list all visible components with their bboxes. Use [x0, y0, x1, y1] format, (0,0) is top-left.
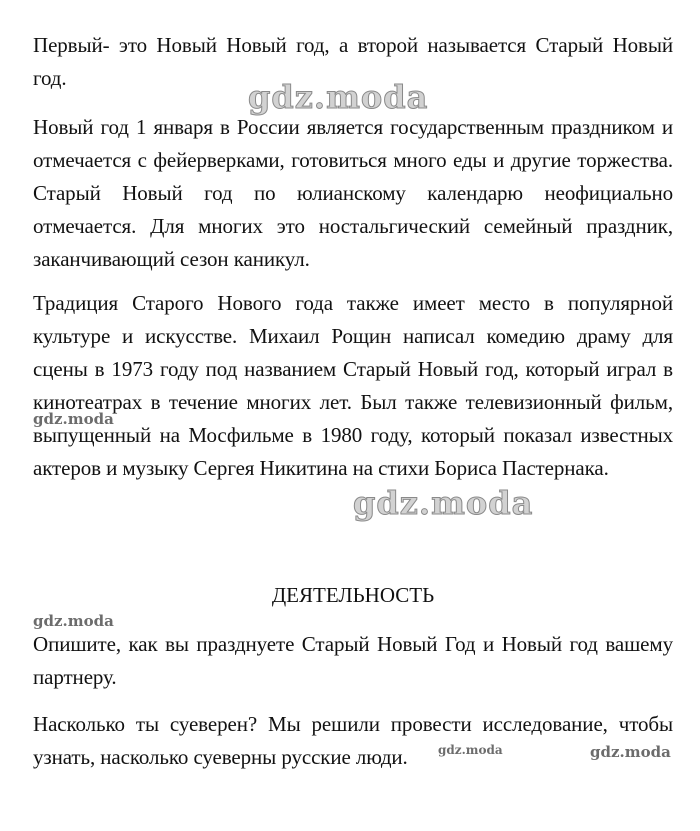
paragraph-1: Первый- это Новый Новый год, а второй называется Старый Новый год.: [33, 33, 673, 90]
paragraph-2: Новый год 1 января в России является государственным праздником и отмечается с фейерверками, готовиться много еды и другие торжества. Старый Новый год по юлианскому календарю неофициально отмечается. Для многих это ностальгический семейный праздник, заканчивающий сезон каникул.: [33, 115, 673, 271]
activity-paragraph-2: Насколько ты суеверен? Мы решили провести исследование, чтобы узнать, насколько суеверны русские люди.: [33, 712, 673, 769]
activity-paragraph-1: Опишите, как вы празднуете Старый Новый Год и Новый год вашему партнеру.: [33, 632, 673, 689]
paragraph-3: Традиция Старого Нового года также имеет место в популярной культуре и искусстве. Михаил Рощин написал комедию драму для сцены в 1973 году под названием Старый Новый год, который играл в кинотеатрах в течение многих лет. Был также телевизионный фильм, выпущенный на Мосфильме в 1980 году, который показал известных актеров и музыку Сергея Никитина на стихи Бориса Пастернака.: [33, 291, 673, 480]
watermark: gdz.moda: [438, 743, 503, 757]
section-heading: ДЕЯТЕЛЬНОСТЬ: [271, 583, 435, 607]
watermark: gdz.moda: [33, 410, 114, 428]
watermark: gdz.moda: [248, 78, 429, 116]
watermark: gdz.moda: [590, 743, 671, 761]
watermark: gdz.moda: [353, 484, 534, 522]
watermark: gdz.moda: [33, 612, 114, 630]
